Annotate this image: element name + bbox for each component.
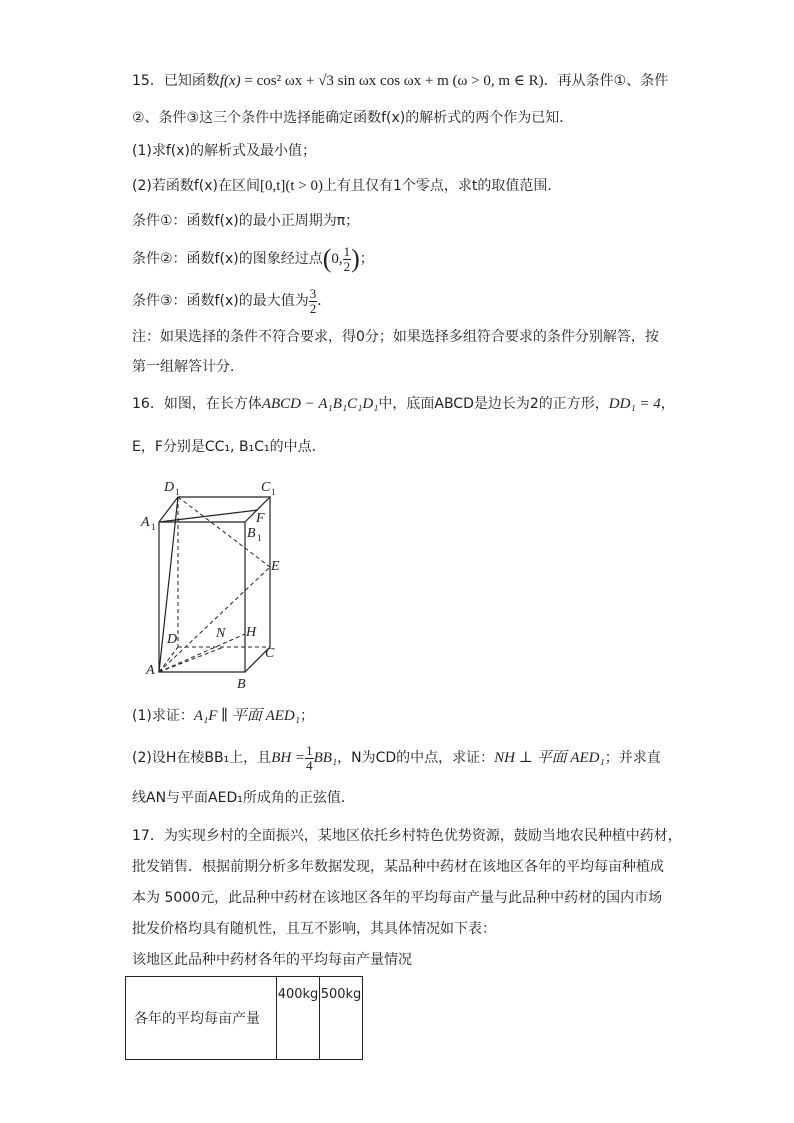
q15-max-fraction: $\frac{3}{2}$ xyxy=(309,285,317,316)
q16-part-2-line-2: 线AN与平面AED₁所成角的正弦值． xyxy=(132,790,355,806)
q16-solid: ABCD − A₁B₁C₁D₁ xyxy=(261,396,379,412)
label-b1: B xyxy=(247,526,256,541)
cuboid-figure xyxy=(140,475,300,693)
q16-part-1: (1)求证：A₁F ∥ 平面 AED₁； xyxy=(132,708,314,724)
svg-text:1: 1 xyxy=(175,487,180,497)
q15-note-2: 第一组解答计分． xyxy=(132,359,244,375)
q17-line-2: 批发销售．根据前期分析多年数据发现，某品种中药材在该地区各年的平均每亩种植成 xyxy=(132,859,664,875)
table-cell-500: 500kg xyxy=(320,977,363,1060)
q15-line-2: ②、条件③这三个条件中选择能确定函数f(x)的解析式的两个作为已知． xyxy=(132,110,574,126)
label-d: D xyxy=(167,632,178,647)
q16-line-2: E，F分别是CC₁, B₁C₁的中点． xyxy=(132,439,326,455)
q17-line-1: 17．为实现乡村的全面振兴，某地区依托乡村特色优势资源，鼓励当地农民种植中药材， xyxy=(132,828,682,844)
q17-line-3: 本为 5000元，此品种中药材在该地区各年的平均每亩产量与此品种中药材的国内市场 xyxy=(132,890,663,906)
q16-part1-math: A₁F ∥ 平面 AED₁ xyxy=(193,708,300,724)
q16-dd1: DD₁ = 4 xyxy=(608,396,661,412)
table-row xyxy=(126,977,363,1060)
q15-part-1: (1)求f(x)的解析式及最小值； xyxy=(132,143,316,159)
label-h: H xyxy=(246,625,257,640)
label-c: C xyxy=(265,646,275,661)
label-b: B xyxy=(237,677,246,692)
yield-table xyxy=(125,976,363,1060)
q15-point-fraction: $\frac{1}{2}$ xyxy=(343,243,351,274)
q15-interval: [0,t](t > 0) xyxy=(259,178,323,194)
q16-part-2: (2)设H在棱BB₁上，且BH = $\frac{1}{4}$ BB₁，N为CD的中点，求证：NH ⊥ 平面 AED₁；并求直 xyxy=(132,742,661,773)
svg-text:1: 1 xyxy=(257,533,262,543)
label-f: F xyxy=(256,511,265,526)
hidden-ae xyxy=(159,567,270,672)
q15-part-2: (2)若函数f(x)在区间[0,t](t > 0)上有且仅有1个零点，求t的取值范围． xyxy=(132,178,562,194)
q17-line-4: 批发价格均具有随机性，且互不影响，其具体情况如下表： xyxy=(132,921,496,937)
label-c1: C xyxy=(261,480,271,495)
q15-line-1: 15．已知函数f(x) = cos² ωx + √3 sin ωx cos ωx + m (ω > 0, m ∈ R)．再从条件①、条件 xyxy=(132,73,669,89)
svg-text:1: 1 xyxy=(271,487,276,497)
q16-bh-fraction: $\frac{1}{4}$ xyxy=(306,742,313,773)
q15-fx: f(x) xyxy=(219,73,241,89)
q15-condition-2: 条件②：函数f(x)的图象经过点(0, $\frac{1}{2}$ )； xyxy=(132,243,374,274)
q15-formula: = cos² ωx + √3 sin ωx cos ωx + m (ω > 0, m ∈ R) xyxy=(240,73,544,89)
q16-part2-math: NH ⊥ 平面 AED₁ xyxy=(494,750,605,766)
label-n: N xyxy=(216,626,226,641)
q15-note-1: 注：如果选择的条件不符合要求，得0分；如果选择多组符合要求的条件分别解答，按 xyxy=(132,329,659,345)
label-a: A xyxy=(146,663,155,678)
front-face xyxy=(159,522,245,672)
q17-table-caption: 该地区此品种中药材各年的平均每亩产量情况 xyxy=(132,952,412,968)
q15-condition-3: 条件③：函数f(x)的最大值为 $\frac{3}{2}$ ． xyxy=(132,285,332,316)
q15-number: 15． xyxy=(132,73,164,89)
table-cell-400: 400kg xyxy=(277,977,320,1060)
q16-line-1: 16．如图，在长方体ABCD − A₁B₁C₁D₁中，底面ABCD是边长为2的正方形，DD₁ = 4， xyxy=(132,396,675,412)
label-a1: A xyxy=(141,515,150,530)
q15-condition-1: 条件①：函数f(x)的最小正周期为π； xyxy=(132,213,360,229)
table-header-cell: 各年的平均每亩产量 xyxy=(126,977,277,1060)
label-d1: D xyxy=(164,480,175,495)
hidden-d1e xyxy=(178,497,270,567)
label-e: E xyxy=(271,559,280,574)
svg-text:1: 1 xyxy=(151,522,156,532)
